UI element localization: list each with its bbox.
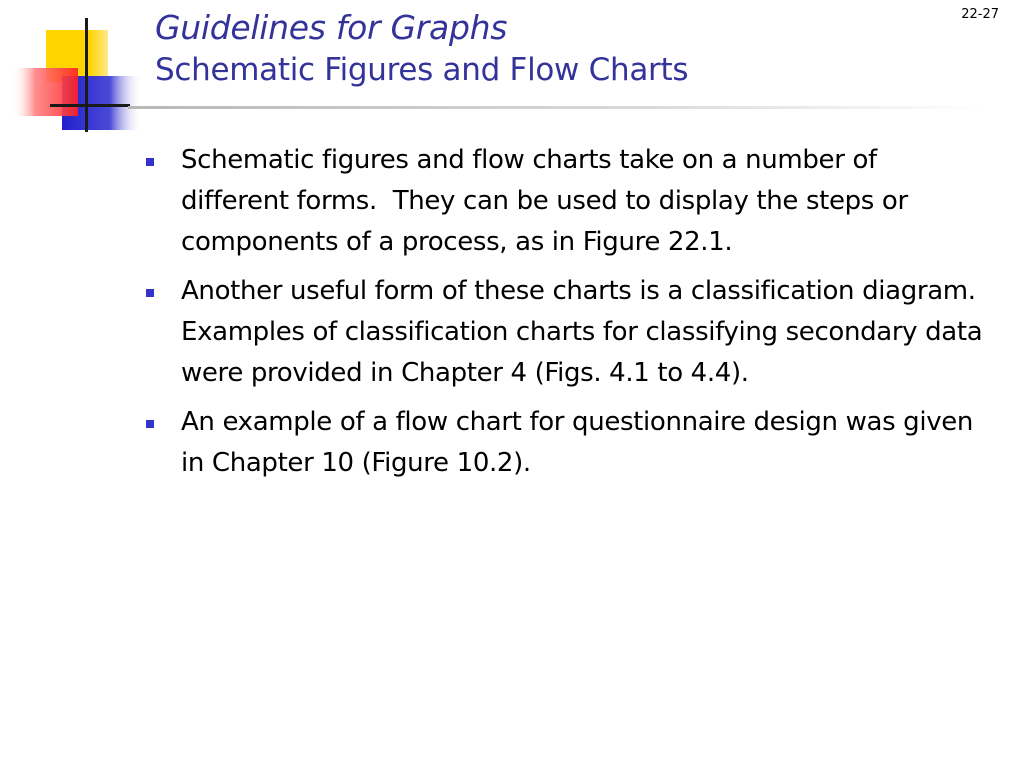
logo-horizontal-line: [50, 104, 130, 107]
decorative-logo: [0, 0, 150, 140]
logo-red-square: [12, 68, 78, 116]
logo-vertical-line: [85, 18, 88, 132]
bullet-text: Another useful form of these charts is a classification diagram. Examples of classification charts for classifying secondary data were provided in Chapter 4 (Figs. 4.1 to 4.4).: [181, 276, 992, 388]
slide-number: 22-27: [961, 7, 999, 22]
page-title: Guidelines for Graphs: [155, 8, 508, 47]
title-block: [155, 6, 975, 90]
bullet-square-icon: [146, 289, 154, 297]
bullet-item: [140, 140, 1000, 263]
page-subtitle: Schematic Figures and Flow Charts: [155, 52, 689, 88]
bullet-text: Schematic figures and flow charts take on a number of different forms. They can be used to display the steps or components of a process, as in Figure 22.1.: [181, 145, 916, 257]
bullet-square-icon: [146, 158, 154, 166]
bullet-square-icon: [146, 420, 154, 428]
bullet-list: [140, 140, 1000, 492]
bullet-text: An example of a flow chart for questionnaire design was given in Chapter 10 (Figure 10.2).: [181, 407, 981, 478]
title-divider: [128, 106, 988, 109]
bullet-item: [140, 271, 1000, 394]
bullet-item: [140, 402, 1000, 484]
